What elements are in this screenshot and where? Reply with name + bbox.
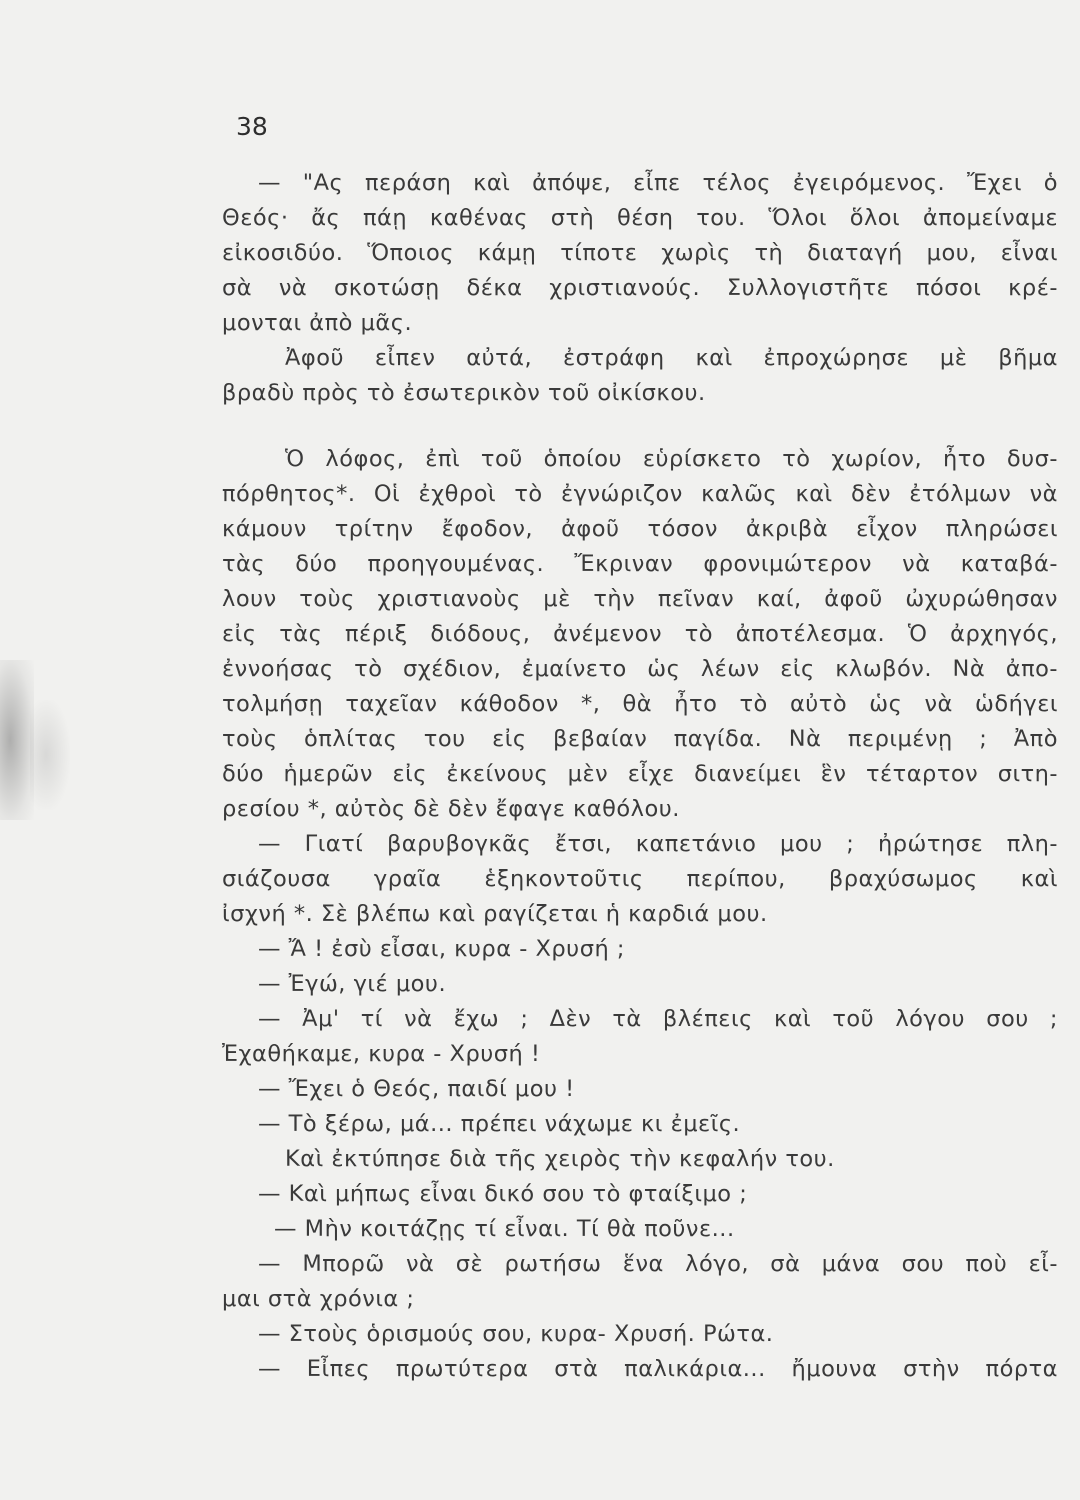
text-line: τοὺς ὁπλίτας του εἰς βεβαίαν παγίδα. Νὰ περιμένῃ ; Ἀπὸ — [222, 726, 1058, 752]
page-stain — [0, 660, 34, 820]
text-line: πόρθητος*. Οἱ ἐχθροὶ τὸ ἐγνώριζον καλῶς καὶ δὲν ἐτόλμων νὰ — [222, 481, 1058, 507]
text-line: εἰς τὰς πέριξ διόδους, ἀνέμενον τὸ ἀποτέλεσμα. Ὁ ἀρχηγός, — [222, 621, 1058, 647]
text-line: κάμουν τρίτην ἔφοδον, ἀφοῦ τόσον ἀκριβὰ εἶχον πληρώσει — [222, 516, 1058, 542]
text-line: εἰκοσιδύο. Ὅποιος κάμῃ τίποτε χωρὶς τὴ διαταγή μου, εἶναι — [222, 240, 1058, 266]
text-line: — Ἀμ' τί νὰ ἔχω ; Δὲν τὰ βλέπεις καὶ τοῦ λόγου σου ; — [258, 1006, 1058, 1032]
text-line: μαι στὰ χρόνια ; — [222, 1286, 415, 1312]
text-line: ἐννοήσας τὸ σχέδιον, ἐμαίνετο ὡς λέων εἰς κλωβόν. Νὰ ἀπο- — [222, 656, 1058, 682]
text-line: Ἀφοῦ εἶπεν αὐτά, ἐστράφη καὶ ἐπροχώρησε μὲ βῆμα — [285, 345, 1058, 371]
text-line: μονται ἀπὸ μᾶς. — [222, 310, 413, 336]
text-line: — Στοὺς ὁρισμούς σου, κυρα- Χρυσή. Ρώτα. — [258, 1321, 774, 1347]
page-stain-faint — [30, 700, 70, 810]
text-line: Ἐχαθήκαμε, κυρα - Χρυσή ! — [222, 1041, 541, 1067]
text-line: — Γιατί βαρυβογκᾶς ἔτσι, καπετάνιο μου ; ἠρώτησε πλη- — [258, 831, 1058, 857]
text-line: σὰ νὰ σκοτώσῃ δέκα χριστιανούς. Συλλογιστῆτε πόσοι κρέ- — [222, 275, 1058, 301]
text-line: τολμήσῃ ταχεῖαν κάθοδον *, θὰ ἦτο τὸ αὐτὸ ὡς νὰ ὡδήγει — [222, 691, 1058, 717]
text-line: ἰσχνή *. Σὲ βλέπω καὶ ραγίζεται ἡ καρδιά μου. — [222, 901, 768, 927]
text-line: λουν τοὺς χριστιανοὺς μὲ τὴν πεῖναν καί, ἀφοῦ ὠχυρώθησαν — [222, 586, 1058, 612]
text-line: σιάζουσα γραῖα ἑξηκοντοῦτις περίπου, βραχύσωμος καὶ — [222, 866, 1058, 892]
text-line: τὰς δύο προηγουμένας. Ἔκριναν φρονιμώτερον νὰ καταβά- — [222, 551, 1058, 577]
text-line: Καὶ ἐκτύπησε διὰ τῆς χειρὸς τὴν κεφαλήν του. — [285, 1146, 835, 1172]
page-number: 38 — [236, 112, 268, 141]
text-line: — "Ας περάση καὶ ἀπόψε, εἶπε τέλος ἐγειρόμενος. Ἔχει ὁ — [258, 170, 1058, 196]
text-line: — Μὴν κοιτάζῃς τί εἶναι. Τί θὰ ποῦνε... — [274, 1216, 735, 1242]
text-line: — Καὶ μήπως εἶναι δικό σου τὸ φταίξιμο ; — [258, 1181, 748, 1207]
text-line: Ὁ λόφος, ἐπὶ τοῦ ὁποίου εὑρίσκετο τὸ χωρίον, ἦτο δυσ- — [285, 446, 1058, 472]
text-line: — Ἄ ! ἐσὺ εἶσαι, κυρα - Χρυσή ; — [258, 936, 625, 962]
text-line: — Μπορῶ νὰ σὲ ρωτήσω ἕνα λόγο, σὰ μάνα σου ποὺ εἶ- — [258, 1251, 1058, 1277]
text-line: — Ἔχει ὁ Θεός, παιδί μου ! — [258, 1076, 575, 1102]
text-line: δύο ἡμερῶν εἰς ἐκείνους μὲν εἶχε διανείμει ἓν τέταρτον σιτη- — [222, 761, 1058, 787]
text-line: — Τὸ ξέρω, μά... πρέπει νάχωμε κι ἐμεῖς. — [258, 1111, 741, 1137]
text-line: — Εἶπες πρωτύτερα στὰ παλικάρια... ἤμουνα στὴν πόρτα — [258, 1356, 1058, 1382]
text-line: ρεσίου *, αὐτὸς δὲ δὲν ἔφαγε καθόλου. — [222, 796, 680, 822]
text-line: Θεός· ἄς πάῃ καθένας στὴ θέση του. Ὅλοι ὅλοι ἀπομείναμε — [222, 205, 1058, 231]
text-line: βραδὺ πρὸς τὸ ἐσωτερικὸν τοῦ οἰκίσκου. — [222, 380, 706, 406]
text-line: — Ἐγώ, γιέ μου. — [258, 971, 447, 997]
